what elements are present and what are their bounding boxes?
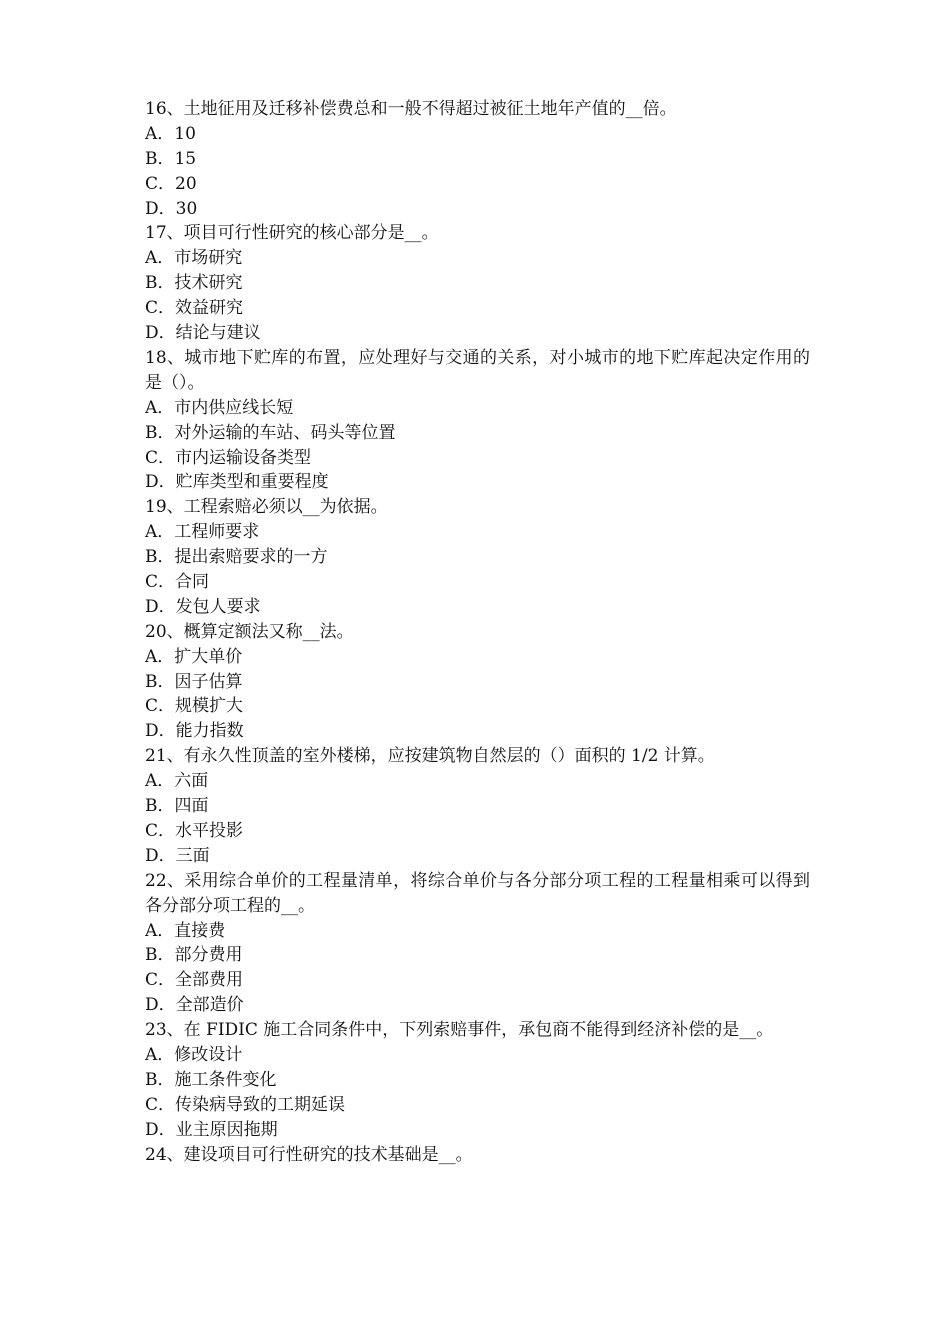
question-text: 19、工程索赔必须以__为依据。 (145, 497, 388, 518)
option-b: B．施工条件变化 (145, 1069, 277, 1090)
question-19 (145, 495, 810, 619)
option-c: C．水平投影 (145, 820, 244, 841)
option-b: B．四面 (145, 796, 209, 817)
question-text: 22、采用综合单价的工程量清单，将综合单价与各分部分项工程的工程量相乘可以得到各分部分项工程的__。 (145, 870, 810, 916)
option-a: A．扩大单价 (145, 646, 243, 667)
option-c: C．全部费用 (145, 970, 244, 991)
question-20 (145, 620, 810, 744)
question-text: 17、项目可行性研究的核心部分是__。 (145, 223, 439, 244)
option-a: A．修改设计 (145, 1045, 243, 1065)
option-b: B．对外运输的车站、码头等位置 (145, 422, 396, 443)
question-23 (145, 1018, 810, 1142)
option-d: D．结论与建议 (145, 323, 261, 344)
option-c: C．传染病导致的工期延误 (145, 1094, 346, 1115)
option-b: B．提出索赔要求的一方 (145, 547, 328, 568)
option-b: B．技术研究 (145, 273, 243, 294)
question-text: 24、建设项目可行性研究的技术基础是__。 (145, 1144, 473, 1165)
question-22 (145, 869, 810, 1018)
option-c: C．市内运输设备类型 (145, 447, 312, 468)
question-17 (145, 221, 810, 345)
question-24 (145, 1143, 810, 1168)
question-21 (145, 744, 810, 868)
option-a: A．直接费 (145, 920, 226, 941)
option-d: D．贮库类型和重要程度 (145, 472, 329, 493)
option-d: D．全部造价 (145, 995, 244, 1016)
question-text: 20、概算定额法又称__法。 (145, 621, 354, 642)
option-b: B．因子估算 (145, 671, 243, 692)
option-b: B．部分费用 (145, 945, 243, 966)
option-d: D．能力指数 (145, 721, 244, 742)
option-c: C．合同 (145, 572, 210, 592)
option-d: D．业主原因拖期 (145, 1119, 278, 1140)
option-d: D．发包人要求 (145, 596, 261, 617)
question-text: 18、城市地下贮库的布置，应处理好与交通的关系，对小城市的地下贮库起决定作用的是（）。 (145, 347, 810, 393)
option-a: A．六面 (145, 771, 209, 792)
option-a: A．市内供应线长短 (145, 397, 294, 418)
document-page (145, 97, 810, 1167)
option-d: D．30 (145, 198, 198, 219)
option-b: B．15 (145, 148, 197, 169)
question-text: 16、土地征用及迁移补偿费总和一般不得超过被征土地年产值的__倍。 (145, 99, 677, 119)
question-text: 23、在 FIDIC 施工合同条件中，下列索赔事件，承包商不能得到经济补偿的是__。 (145, 1020, 774, 1041)
option-a: A．工程师要求 (145, 522, 260, 543)
question-18 (145, 346, 810, 495)
option-a: A．10 (145, 123, 196, 144)
option-a: A．市场研究 (145, 248, 243, 269)
question-16 (145, 97, 810, 221)
option-d: D．三面 (145, 845, 210, 866)
option-c: C．效益研究 (145, 298, 244, 319)
option-c: C．20 (145, 173, 197, 194)
option-c: C．规模扩大 (145, 696, 244, 717)
question-text: 21、有永久性顶盖的室外楼梯，应按建筑物自然层的（）面积的 1/2 计算。 (145, 746, 715, 767)
